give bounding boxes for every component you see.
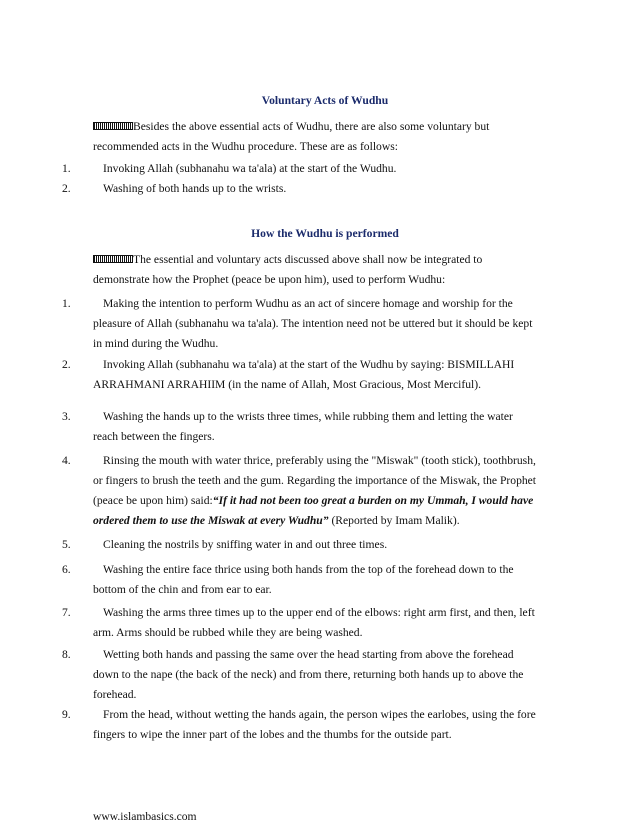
intro-text: Besides the above essential acts of Wudhu, there are also some voluntary but recommended acts in the Wudhu procedure. These are as follows: — [93, 120, 490, 153]
list-item-number: 1. — [62, 162, 71, 175]
list-item-number: 3. — [62, 410, 71, 423]
list-item-number: 2. — [62, 182, 71, 195]
list-item — [62, 535, 537, 555]
list-item-text: Washing of both hands up to the wrists. — [103, 182, 287, 195]
list-item-number: 8. — [62, 648, 71, 661]
tab-marker-glyph — [93, 122, 133, 130]
list-item-text: Cleaning the nostrils by sniffing water in and out three times. — [103, 538, 388, 551]
list-item — [62, 603, 537, 643]
list-item — [62, 294, 537, 354]
list-item — [62, 407, 537, 447]
list-item-text: Wetting both hands and passing the same over the head starting from above the forehead down to the nape (the back of the neck) and from there, returning both hands up to above the forehead. — [93, 648, 524, 701]
list-item — [62, 179, 537, 199]
list-item-text: Washing the entire face thrice using both hands from the top of the forehead down to the bottom of the chin and from ear to ear. — [93, 563, 514, 596]
list-item-number: 2. — [62, 358, 71, 371]
list-item-text: Invoking Allah (subhanahu wa ta'ala) at the start of the Wudhu by saying: BISMILLAHI ARRAHMANI ARRAHIIM (in the name of Allah, Most Gracious, Most Merciful). — [93, 358, 515, 391]
section-heading-voluntary-acts: Voluntary Acts of Wudhu — [261, 94, 389, 107]
list-item-number: 7. — [62, 606, 71, 619]
list-item-number: 5. — [62, 538, 71, 551]
hadith-quote: “If it had not been too great a burden on my Ummah, I would have ordered them to use the Miswak at every Wudhu” — [93, 494, 534, 527]
list-item-text-after: (Reported by Imam Malik). — [328, 514, 460, 527]
intro-paragraph-voluntary — [93, 117, 533, 157]
list-item — [62, 705, 537, 745]
section-heading-how-performed: How the Wudhu is performed — [251, 227, 399, 240]
intro-text: The essential and voluntary acts discussed above shall now be integrated to demonstrate how the Prophet (peace be upon him), used to perform Wudhu: — [93, 253, 483, 286]
list-item — [62, 451, 537, 531]
list-item-text: From the head, without wetting the hands again, the person wipes the earlobes, using the fore fingers to wipe the inner part of the lobes and the thumbs for the outside part. — [93, 708, 536, 741]
list-item — [62, 355, 537, 395]
tab-marker-glyph — [93, 255, 133, 263]
list-item-text: Washing the hands up to the wrists three times, while rubbing them and letting the water reach between the fingers. — [93, 410, 513, 443]
list-item-text: Making the intention to perform Wudhu as an act of sincere homage and worship for the pleasure of Allah (subhanahu wa ta'ala). The intention need not be uttered but it should be kept in mind during the Wudhu. — [93, 297, 533, 350]
list-item-text: Rinsing the mouth with water thrice, preferably using the "Miswak" (tooth stick), toothbrush, or fingers to brush the teeth and the gum. Regarding the importance of the Miswak, the Prophet (peace be upon him) said: — [93, 454, 537, 507]
list-item-number: 4. — [62, 454, 71, 467]
list-item — [62, 645, 537, 705]
list-item — [62, 560, 537, 600]
list-item-number: 9. — [62, 708, 71, 721]
list-item-text: Washing the arms three times up to the upper end of the elbows: right arm first, and then, left arm. Arms should be rubbed while they are being washed. — [93, 606, 535, 639]
list-item — [62, 159, 537, 179]
list-item-number: 1. — [62, 297, 71, 310]
intro-paragraph-how-performed — [93, 250, 533, 290]
list-item-text: Invoking Allah (subhanahu wa ta'ala) at the start of the Wudhu. — [103, 162, 397, 175]
page-footer-url: www.islambasics.com — [93, 810, 197, 823]
list-item-number: 6. — [62, 563, 71, 576]
